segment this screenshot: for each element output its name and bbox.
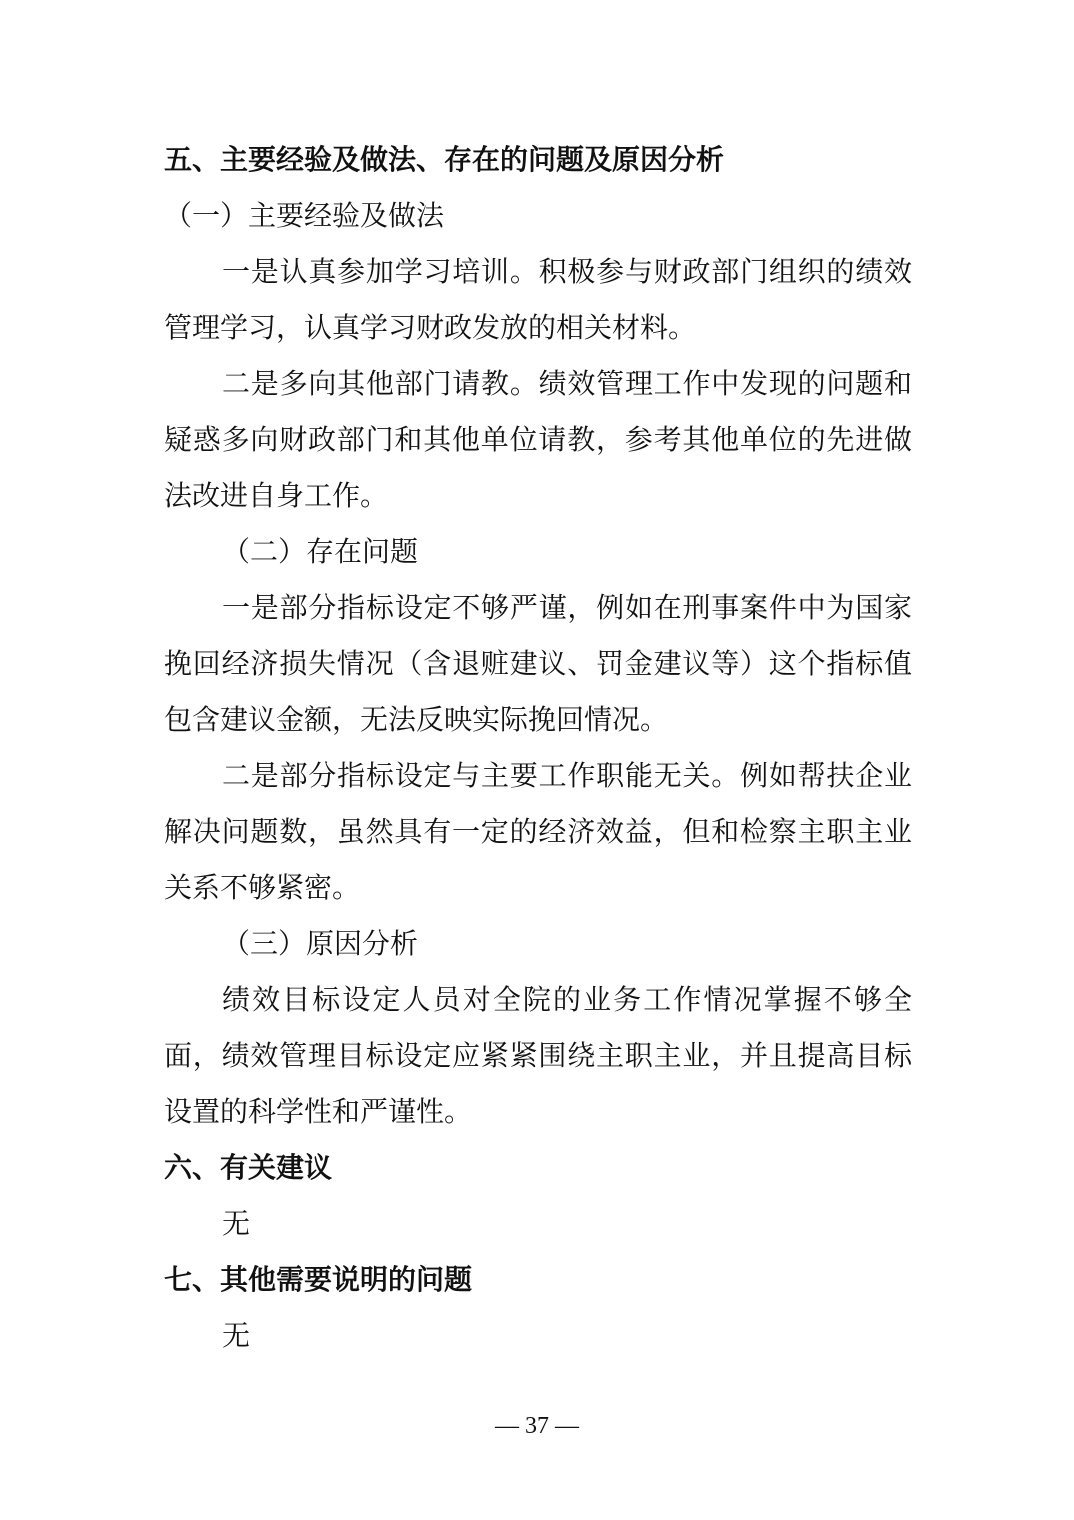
paragraph-line: 挽回经济损失情况（含退赃建议、罚金建议等）这个指标值	[164, 647, 912, 680]
subsection-3-title: （三）原因分析	[222, 927, 419, 960]
paragraph-line: 解决问题数，虽然具有一定的经济效益，但和检察主职主业	[164, 815, 912, 848]
subsection-2-title: （二）存在问题	[222, 535, 419, 568]
paragraph-line: 疑惑多向财政部门和其他单位请教，参考其他单位的先进做	[164, 423, 912, 456]
section-7-heading: 七、其他需要说明的问题	[164, 1263, 473, 1296]
section-6-body: 无	[222, 1207, 251, 1240]
paragraph-line: 一是部分指标设定不够严谨，例如在刑事案件中为国家	[222, 591, 912, 624]
paragraph-line: 设置的科学性和严谨性。	[164, 1095, 473, 1128]
paragraph-line: 管理学习，认真学习财政发放的相关材料。	[164, 311, 697, 344]
section-7-body: 无	[222, 1319, 251, 1352]
page-number: — 37 —	[495, 1413, 579, 1439]
section-5-heading: 五、主要经验及做法、存在的问题及原因分析	[164, 143, 725, 176]
paragraph-line: 法改进自身工作。	[164, 479, 389, 512]
paragraph-line: 包含建议金额，无法反映实际挽回情况。	[164, 703, 669, 736]
section-6-heading: 六、有关建议	[164, 1151, 333, 1184]
paragraph-line: 面，绩效管理目标设定应紧紧围绕主职主业，并且提高目标	[164, 1039, 912, 1072]
paragraph-line: 一是认真参加学习培训。积极参与财政部门组织的绩效	[222, 255, 912, 288]
paragraph-line: 绩效目标设定人员对全院的业务工作情况掌握不够全	[222, 983, 912, 1016]
paragraph-line: 关系不够紧密。	[164, 871, 361, 904]
paragraph-line: 二是部分指标设定与主要工作职能无关。例如帮扶企业	[222, 759, 912, 792]
subsection-1-title: （一）主要经验及做法	[164, 199, 445, 232]
paragraph-line: 二是多向其他部门请教。绩效管理工作中发现的问题和	[222, 367, 912, 400]
